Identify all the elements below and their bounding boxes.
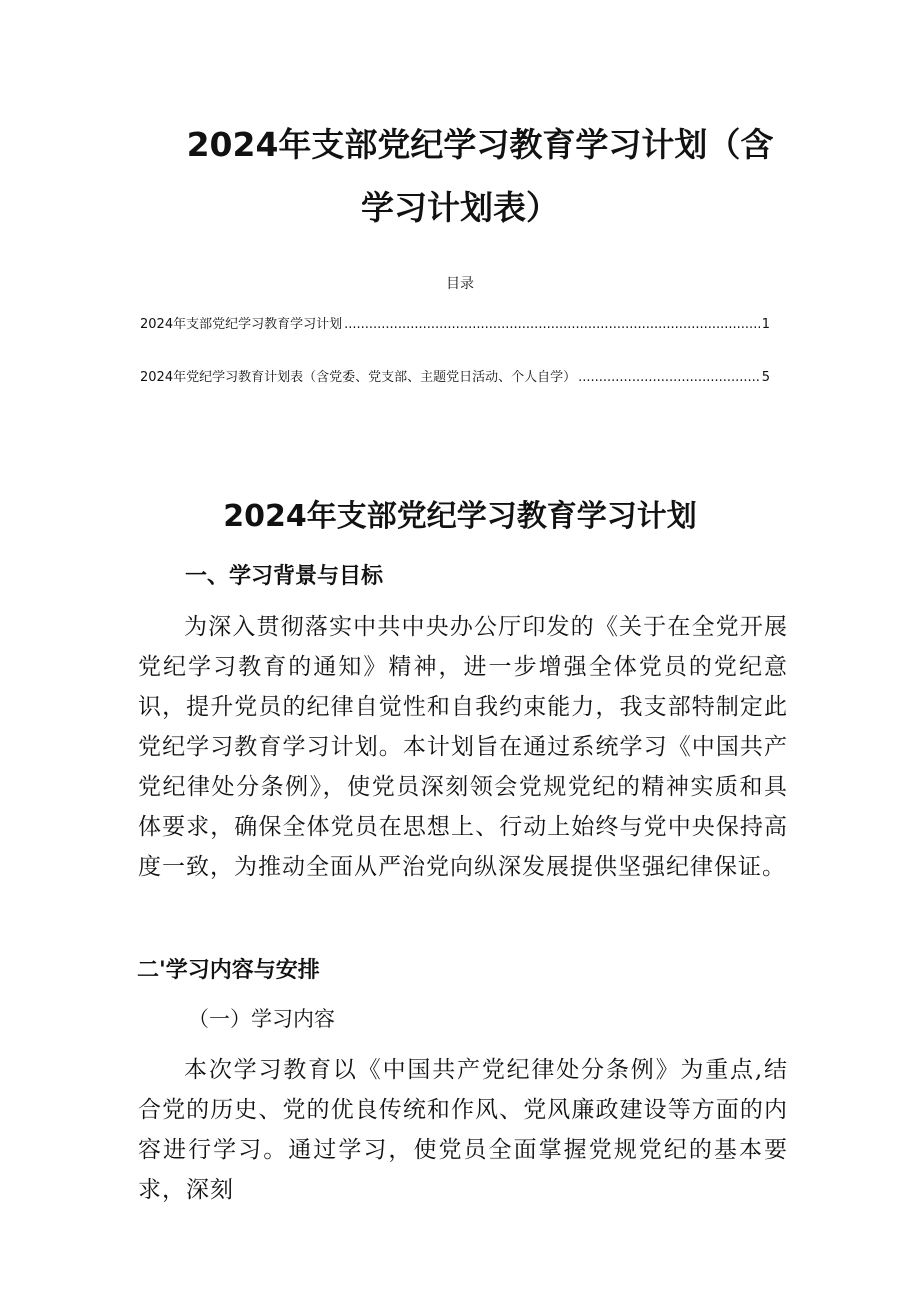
body-paragraph-content: 本次学习教育以《中国共产党纪律处分条例》为重点,结合党的历史、党的优良传统和作风、党风廉政建设等方面的内容进行学习。通过学习，使党员全面掌握党规党纪的基本要求，深刻	[138, 1057, 788, 1203]
toc-entry[interactable]	[140, 369, 770, 387]
document-title-line-1: 2024年支部党纪学习教育学习计划（含	[186, 125, 774, 164]
toc-leader-dots	[344, 316, 760, 334]
section-heading-background: 一、学习背景与目标	[185, 564, 384, 589]
toc-entry-text: 2024年支部党纪学习教育学习计划	[140, 317, 343, 332]
toc-entry-page: 5	[761, 370, 770, 385]
toc-entry-page: 1	[761, 317, 770, 332]
toc-entry[interactable]	[140, 316, 770, 334]
toc-entry-text: 2024年党纪学习教育计划表（含党委、党支部、主题党日活动、个人自学）	[140, 370, 577, 385]
section-title: 2024年支部党纪学习教育学习计划	[223, 499, 697, 534]
document-title-line-2: 学习计划表）	[361, 188, 559, 227]
toc-leader-dots	[578, 369, 760, 387]
toc-heading: 目录	[446, 276, 474, 292]
section-heading-content: 二'学习内容与安排	[137, 958, 320, 983]
subheading-study-content: （一）学习内容	[188, 1007, 335, 1031]
body-paragraph-background: 为深入贯彻落实中共中央办公厅印发的《关于在全党开展党纪学习教育的通知》精神，进一步增强全体党员的党纪意识，提升党员的纪律自觉性和自我约束能力，我支部特制定此党纪学习教育学习计划。本计划旨在通过系统学习《中国共产党纪律处分条例》，使党员深刻领会党规党纪的精神实质和具体要求，确保全体党员在思想上、行动上始终与党中央保持高度一致，为推动全面从严治党向纵深发展提供坚强纪律保证。	[138, 614, 788, 880]
